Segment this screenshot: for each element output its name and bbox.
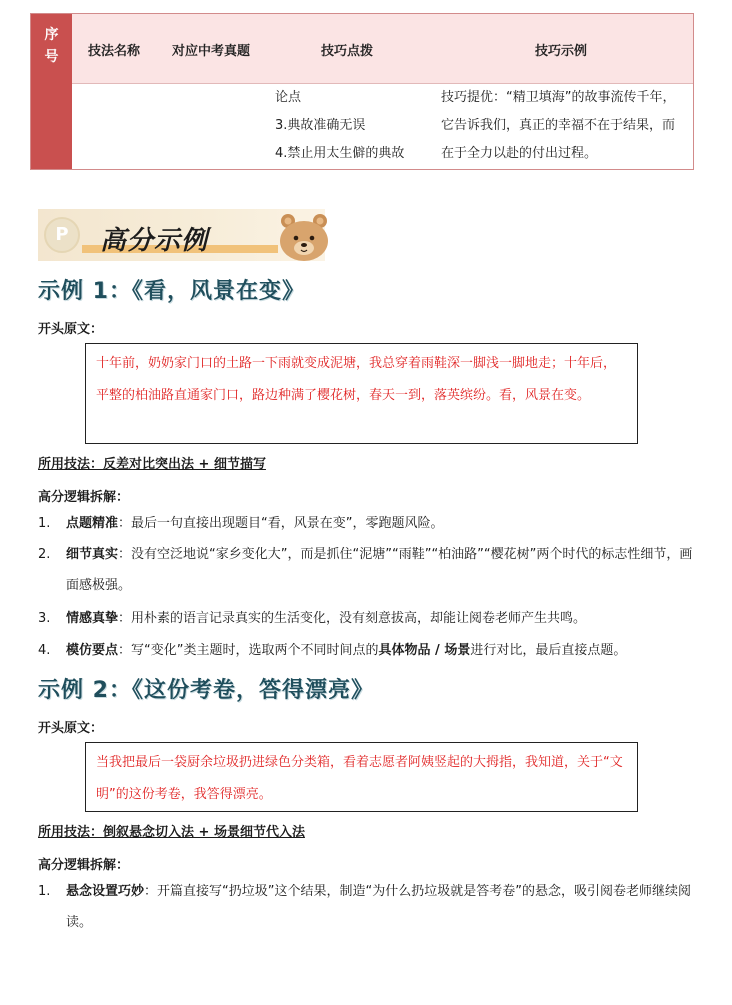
point-sep: ： <box>118 516 132 531</box>
point-bold: 具体物品 / 场景 <box>378 643 471 658</box>
bear-icon <box>274 209 334 261</box>
point-body: 用朴素的语言记录真实的生活变化，没有刻意拔高，却能让阅卷老师产生共鸣。 <box>131 611 587 626</box>
example-1-quote: 十年前，奶奶家门口的土路一下雨就变成泥塘，我总穿着雨鞋深一脚浅一脚地走；十年后，平整的柏油路直通家门口，路边种满了樱花树，春天一到，落英缤纷。看，风景在变。 <box>85 343 638 444</box>
coin-icon: P <box>44 217 80 253</box>
tips-cell <box>275 84 404 168</box>
high-score-banner <box>38 209 325 261</box>
point-sep: ： <box>118 547 132 562</box>
point-head: 细节真实 <box>66 547 119 562</box>
header-tips: 技巧点拨 <box>321 44 374 59</box>
header-method-name: 技法名称 <box>88 44 141 59</box>
banner-title: 高分示例 <box>100 226 209 256</box>
example-1-title: 示例 1：《看，风景在变》 <box>38 279 305 304</box>
header-example: 技巧示例 <box>535 44 588 59</box>
point-body: 写“变化”类主题时，选取两个不同时间点的 <box>131 643 379 658</box>
point-number: 1. <box>38 884 51 899</box>
example-1-opening-label: 开头原文： <box>38 322 104 337</box>
point-head: 模仿要点 <box>66 643 119 658</box>
example-line: 在于全力以赴的付出过程。 <box>441 146 598 161</box>
example-cell <box>441 84 675 168</box>
point-number: 2. <box>38 547 51 562</box>
point-number: 3. <box>38 611 51 626</box>
point-head: 情感真挚 <box>66 611 119 626</box>
header-index: 序 号 <box>44 27 59 65</box>
point-number: 4. <box>38 643 51 658</box>
example-2-opening-label: 开头原文： <box>38 721 104 736</box>
header-exam: 对应中考真题 <box>172 44 251 59</box>
example-1-technique: 所用技法：反差对比突出法 + 细节描写 <box>38 457 266 472</box>
example-line: 技巧提优：“精卫填海”的故事流传千年， <box>441 90 676 105</box>
point-body: 进行对比，最后直接点题。 <box>470 643 627 658</box>
example-1-point <box>38 539 698 601</box>
example-2-technique: 所用技法：倒叙悬念切入法 + 场景细节代入法 <box>38 825 305 840</box>
point-body: 没有空泛地说“家乡变化大”，而是抓住“泥塘”“雨鞋”“柏油路”“樱花树”两个时代的标志性细节，画面感极强。 <box>66 547 693 593</box>
point-head: 点题精准 <box>66 516 119 531</box>
tips-line: 4.禁止用太生僻的典故 <box>275 146 405 161</box>
example-1-point <box>38 603 698 634</box>
example-1-point <box>38 508 698 539</box>
point-number: 1. <box>38 516 51 531</box>
point-body: 开篇直接写“扔垃圾”这个结果，制造“为什么扔垃圾就是答考卷”的悬念，吸引阅卷老师继续阅读。 <box>66 884 691 930</box>
example-2-title: 示例 2：《这份考卷，答得漂亮》 <box>38 678 374 703</box>
point-body: 最后一句直接出现题目“看，风景在变”，零跑题风险。 <box>131 516 444 531</box>
point-sep: ： <box>144 884 158 899</box>
point-sep: ： <box>118 643 132 658</box>
tips-line: 3.典故准确无误 <box>275 118 366 133</box>
method-table <box>30 13 694 170</box>
point-head: 悬念设置巧妙 <box>66 884 145 899</box>
example-2-quote: 当我把最后一袋厨余垃圾扔进绿色分类箱，看着志愿者阿姨竖起的大拇指，我知道，关于“文明”的这份考卷，我答得漂亮。 <box>85 742 638 812</box>
example-2-analysis-label: 高分逻辑拆解： <box>38 858 130 873</box>
example-1-point <box>38 635 698 666</box>
example-2-point <box>38 876 698 938</box>
point-sep: ： <box>118 611 132 626</box>
example-line: 它告诉我们，真正的幸福不在于结果，而 <box>441 118 676 133</box>
example-1-analysis-label: 高分逻辑拆解： <box>38 490 130 505</box>
tips-line: 论点 <box>275 90 302 105</box>
